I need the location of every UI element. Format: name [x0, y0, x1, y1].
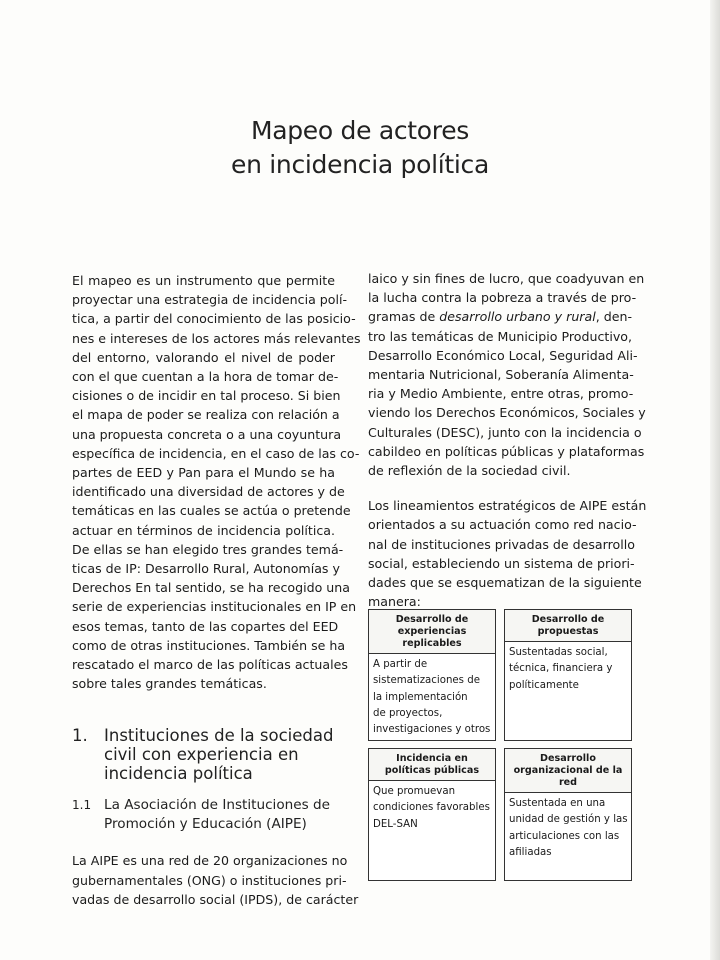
section-heading [72, 726, 335, 783]
text-line: de reflexión de la sociedad civil. [368, 463, 571, 479]
text-line: nal de instituciones privadas de desarrollo [368, 536, 635, 552]
text-line: social, estableciendo un sistema de priori- [368, 555, 635, 571]
text-line: La AIPE es una red de 20 organizaciones no [72, 853, 348, 869]
body-line: técnica, financiera y [509, 663, 613, 675]
text-line: Desarrollo Económico Local, Seguridad Ali- [368, 347, 638, 363]
strategic-guidelines-paragraph [368, 496, 647, 611]
text-line: dades que se esquematizan de la siguiente [368, 575, 642, 591]
priority-box-body [369, 654, 495, 742]
section-heading-line: incidencia política [104, 764, 253, 784]
page-title [0, 114, 720, 182]
text-line: con el que cuentan a la hora de tomar de- [72, 369, 339, 385]
text-line: Los lineamientos estratégicos de AIPE están [368, 498, 647, 514]
heading-line: políticas públicas [384, 765, 480, 776]
text-line: De ellas se han elegido tres grandes temá- [72, 541, 344, 557]
text-line: específica de incidencia, en el caso de las co- [72, 445, 360, 461]
left-column [72, 271, 361, 909]
text-line: ria y Medio Ambiente, entre otras, promo- [368, 386, 634, 402]
text-line: Culturales (DESC), junto con la incidencia o [368, 424, 642, 440]
priority-box-body [369, 781, 495, 837]
priority-box-network-development [504, 748, 632, 881]
text-line: laico y sin fines de lucro, que coadyuvan en [368, 271, 645, 286]
text-line: identificado una diversidad de actores y de [72, 484, 345, 500]
body-line: condiciones favorables [373, 802, 490, 814]
text-line: tro las temáticas de Municipio Productivo, [368, 328, 632, 344]
text-line: El mapeo es un instrumento que permite [72, 273, 335, 288]
body-line: articulaciones con las [509, 830, 620, 842]
body-line: unidad de gestión y las [509, 814, 628, 826]
body-line: Sustentada en una [509, 798, 606, 809]
priority-box-heading [369, 749, 495, 781]
priority-box-body [505, 793, 631, 865]
text-line: Derechos En tal sentido, se ha recogido una [72, 580, 350, 596]
body-line: afiliadas [509, 846, 552, 858]
text-line: gramas de desarrollo urbano y rural, den- [368, 309, 633, 325]
body-line: DEL-SAN [373, 818, 418, 830]
intro-paragraph [72, 271, 361, 693]
priority-box-public-policy [368, 748, 496, 881]
heading-line: Desarrollo [540, 753, 596, 764]
text-line: ticas de IP: Desarrollo Rural, Autonomías y [72, 561, 340, 577]
heading-line: propuestas [537, 626, 599, 637]
text-line: como de otras instituciones. También se ha [72, 637, 346, 653]
subsection-heading [72, 796, 335, 834]
priority-box-proposals [504, 609, 632, 741]
text-line: la lucha contra la pobreza a través de pro- [368, 290, 637, 306]
body-line: políticamente [509, 679, 579, 691]
section-heading-line: civil con experiencia en [104, 745, 299, 765]
text-line: temáticas en las cuales se actúa o pretende [72, 503, 351, 519]
text-line: viendo los Derechos Económicos, Sociales y [368, 405, 646, 421]
section-number: 1. [72, 726, 88, 746]
body-line: la implementación [373, 691, 468, 703]
text-line: cisiones o de incidir en tal proceso. Si bien [72, 388, 341, 404]
title-line-1: Mapeo de actores [250, 116, 470, 145]
aipe-paragraph [72, 851, 359, 909]
priority-box-replicable-experiences [368, 609, 496, 741]
text-line: una propuesta concreta o a una coyuntura [72, 426, 342, 442]
body-line: A partir de [373, 659, 428, 670]
body-line: investigaciones y otros [373, 724, 491, 736]
subsection-number: 1.1 [72, 798, 92, 813]
text-line: el mapa de poder se realiza con relación a [72, 407, 340, 423]
heading-line: Desarrollo de [395, 614, 469, 625]
body-line: Sustentadas social, [509, 647, 608, 658]
heading-line: organizacional de la red [513, 765, 623, 788]
section-heading-line: Instituciones de la sociedad [104, 726, 334, 746]
title-line-2: en incidencia política [231, 150, 489, 179]
priority-box-body [505, 642, 631, 698]
text-line: manera: [368, 594, 421, 610]
subsection-heading-line: La Asociación de Instituciones de [104, 797, 331, 814]
priorities-diagram [368, 609, 632, 881]
text-line: serie de experiencias institucionales en IP en [72, 599, 357, 615]
priority-box-heading [505, 610, 631, 642]
text-line: esos temas, tanto de las copartes del EED [72, 618, 339, 634]
italic-phrase: desarrollo urbano y rural [439, 309, 596, 325]
text-line: sobre tales grandes temáticas. [72, 676, 267, 692]
text-line: gubernamentales (ONG) o instituciones pri- [72, 872, 347, 888]
text-line: del entorno, valorando el nivel de poder [72, 349, 335, 365]
text-line: mentaria Nutricional, Soberanía Alimenta- [368, 367, 634, 383]
priority-box-heading [369, 610, 495, 654]
aipe-description-paragraph [368, 269, 646, 480]
heading-line: Incidencia en [396, 753, 468, 764]
body-line: sistematizaciones de [373, 675, 480, 687]
text-line: vadas de desarrollo social (IPDS), de carácter [72, 891, 359, 907]
text-line: nes e intereses de los actores más relevantes [72, 330, 361, 346]
text-line: tica, a partir del conocimiento de las posicio- [72, 311, 356, 327]
priority-box-heading [505, 749, 631, 793]
text-line: actuar en términos de incidencia política. [72, 522, 335, 538]
right-column [368, 269, 647, 611]
text-line: orientados a su actuación como red nacio- [368, 517, 637, 533]
body-line: de proyectos, [373, 707, 443, 719]
heading-line: Desarrollo de [531, 614, 605, 625]
text-line: cabildeo en políticas públicas y plataformas [368, 443, 645, 459]
body-line: Que promuevan [373, 786, 456, 797]
text-line: rescatado el marco de las políticas actuales [72, 657, 348, 673]
text-line: proyectar una estrategia de incidencia polí- [72, 292, 348, 308]
text-line: partes de EED y Pan para el Mundo se ha [72, 465, 335, 481]
subsection-heading-line: Promoción y Educación (AIPE) [104, 816, 307, 833]
heading-line: experiencias replicables [397, 626, 467, 649]
